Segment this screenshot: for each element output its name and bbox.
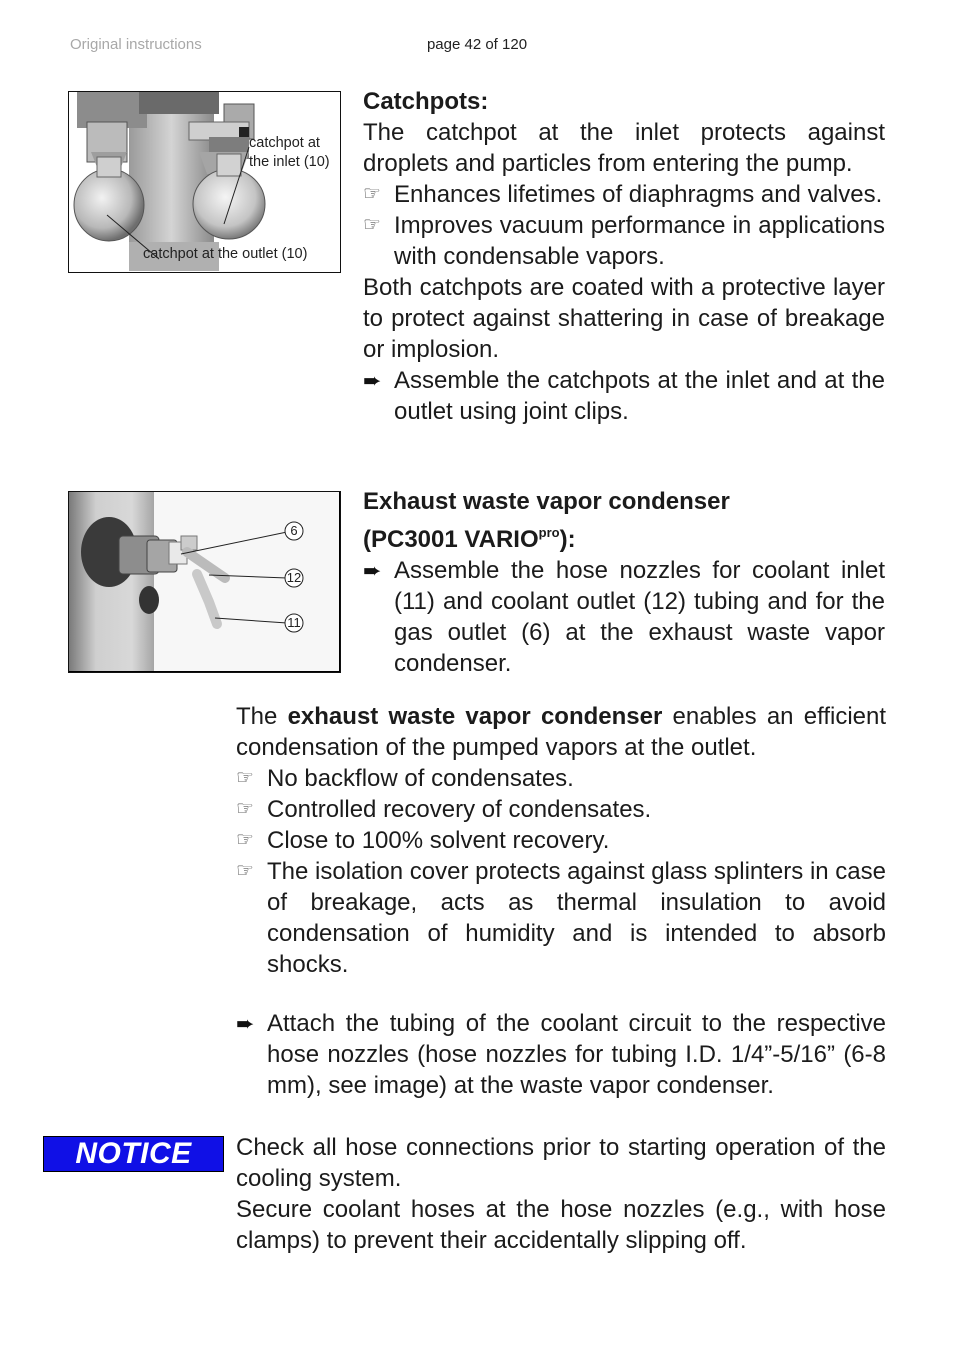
pointing-hand-icon: ☞ [236,829,254,851]
pointing-hand-icon: ☞ [363,214,381,236]
callout-12: 12 [286,570,302,585]
condenser-benefits [236,701,886,980]
pointing-hand-icon: ☞ [363,183,381,205]
label-catchpot-inlet-line2: the inlet (10) [249,154,330,170]
label-catchpot-inlet-line1: catchpot at [249,135,320,151]
catchpots-heading: Catchpots: [363,88,489,115]
catchpots-coating-note: Both catchpots are coated with a protective layer to protect against shattering in case of breakage or implosion. [363,274,885,363]
callout-6: 6 [290,523,298,538]
condenser-heading-line2 [363,517,885,555]
pointing-hand-icon: ☞ [236,798,254,820]
attach-tubing-text: Attach the tubing of the coolant circuit to the respective hose nozzles (hose nozzles for tubing I.D. 1/4”-5/16” (6-8 mm), see image) at the waste vapor condenser. [267,1010,886,1099]
condenser-model-superscript: pro [538,525,560,540]
arrow-right-icon: ➨ [363,368,382,393]
condenser-heading-line1: Exhaust waste vapor condenser [363,488,730,515]
condenser-heading-close: ): [559,526,576,553]
catchpots-benefit-2-text: Improves vacuum performance in applications with condensable vapors. [394,212,885,270]
benefit-item [236,763,886,794]
catchpots-intro: The catchpot at the inlet protects against droplets and particles from entering the pump. [363,119,885,177]
catchpots-benefit-1 [363,179,885,210]
benefit-item-text: No backflow of condensates. [267,765,574,792]
catchpots-benefit-2 [363,210,885,272]
intro-bold-term: exhaust waste vapor condenser [287,703,663,730]
pointing-hand-icon: ☞ [236,860,254,882]
arrow-right-icon: ➨ [236,1011,255,1036]
attach-tubing-action [236,1008,886,1101]
condenser-section [363,486,885,679]
label-catchpot-inlet [249,134,330,172]
header-page-number: page 42 of 120 [426,36,528,53]
notice-badge: NOTICE [43,1136,224,1172]
catchpots-section [363,86,885,427]
intro-suffix: enables an efficient condensation of the pumped vapors at the outlet. [236,703,887,761]
header-document-type: Original instructions [70,36,202,53]
notice-section [236,1132,886,1256]
catchpots-figure [68,91,341,273]
condenser-figure [68,491,341,673]
condenser-benefits-intro [236,701,886,763]
condenser-model: (PC3001 VARIO [363,526,539,553]
catchpots-benefit-1-text: Enhances lifetimes of diaphragms and valves. [394,181,883,208]
benefit-item [236,825,886,856]
benefit-item [236,794,886,825]
catchpots-action-text: Assemble the catchpots at the inlet and at the outlet using joint clips. [394,367,885,425]
condenser-action-text: Assemble the hose nozzles for coolant inlet (11) and coolant outlet (12) tubing and for the gas outlet (6) at the exhaust waste vapor condenser. [394,557,885,677]
attach-tubing-section [236,1008,886,1101]
benefit-item-text: The isolation cover protects against glass splinters in case of breakage, acts as thermal insulation to avoid condensation of humidity and is intended to absorb shocks. [267,858,886,978]
callout-11: 11 [287,615,301,630]
notice-text-2: Secure coolant hoses at the hose nozzles (e.g., with hose clamps) to prevent their accidentally slipping off. [236,1196,886,1254]
label-catchpot-outlet: catchpot at the outlet (10) [143,246,308,262]
benefit-item [236,856,886,980]
arrow-right-icon: ➨ [363,558,382,583]
intro-prefix: The [236,703,288,730]
benefit-item-text: Controlled recovery of condensates. [267,796,652,823]
catchpots-action [363,365,885,427]
notice-text-1: Check all hose connections prior to starting operation of the cooling system. [236,1134,886,1192]
pointing-hand-icon: ☞ [236,767,254,789]
benefit-item-text: Close to 100% solvent recovery. [267,827,610,854]
condenser-action [363,555,885,679]
